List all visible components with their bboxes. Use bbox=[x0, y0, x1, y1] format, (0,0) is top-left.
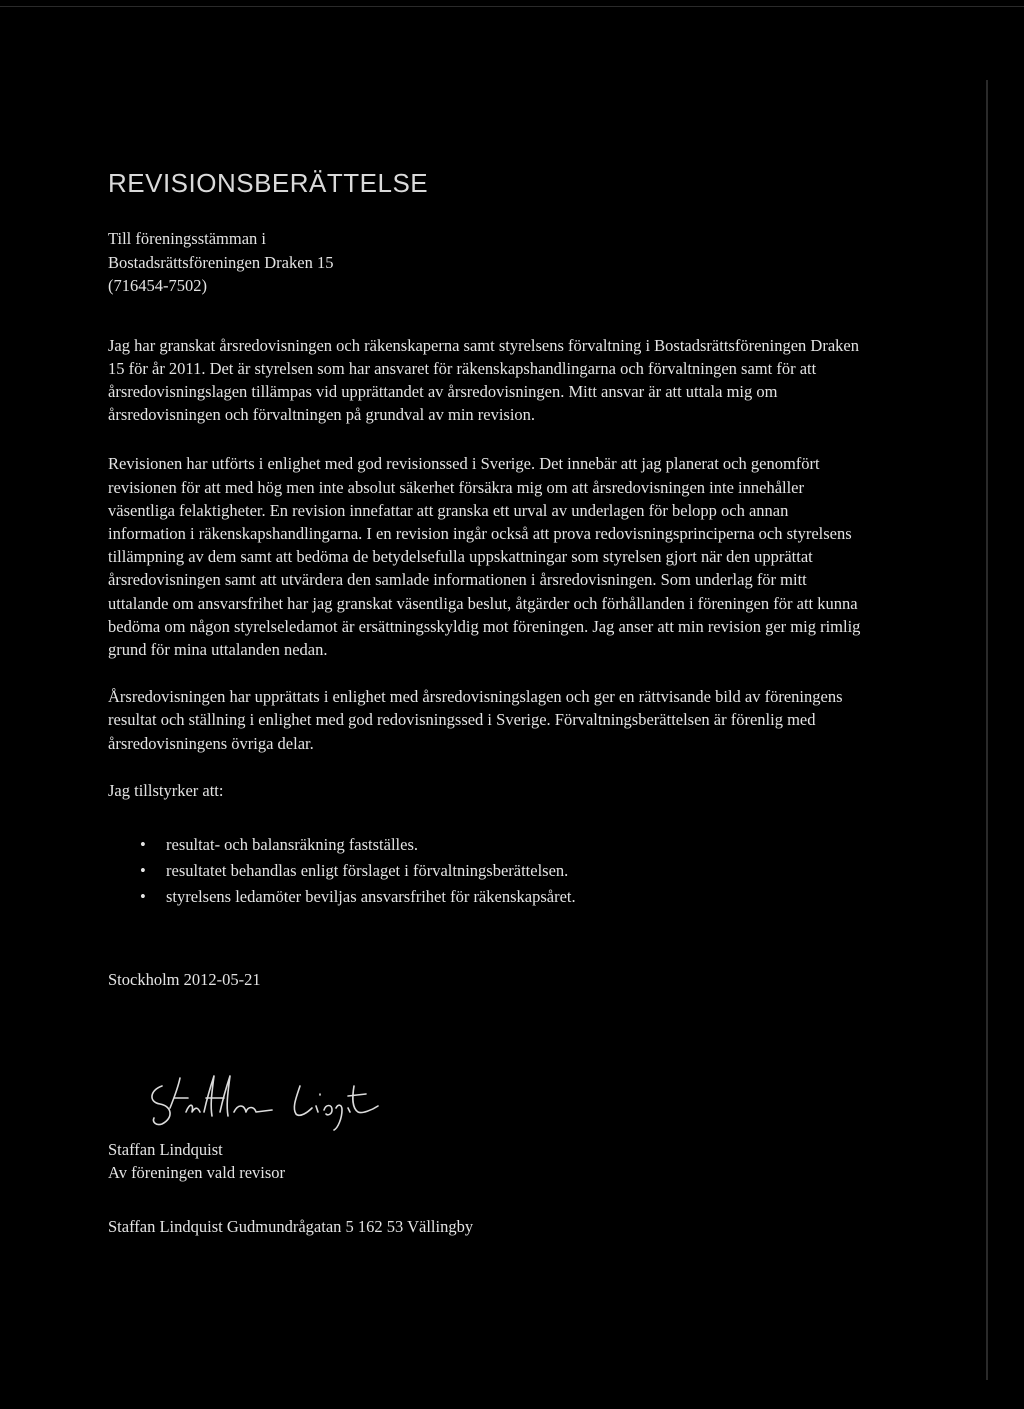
recommendation-list bbox=[108, 832, 868, 910]
addressee-block bbox=[108, 227, 868, 298]
signer-name: Staffan Lindquist bbox=[108, 1139, 223, 1159]
letter-body bbox=[108, 168, 868, 1237]
recommend-intro: Jag tillstyrker att: bbox=[108, 780, 224, 800]
paragraph-scope: Jag har granskat årsredovisningen och räkenskaperna samt styrelsens förvaltning i Bostadsrättsföreningen Draken 15 för år 2011. Det är styrelsen som har ansvaret för räkenskapshandlingarna och förvaltningen samt för att årsredovisningslagen tillämpas vid upprättandet av årsredovisningen. Mitt ansvar är att uttala mig om årsredovisningen och förvaltningen på grundval av min revision. bbox=[108, 335, 859, 425]
list-item bbox=[108, 832, 868, 858]
bullet-icon: • bbox=[140, 886, 146, 906]
addressee-line: Till föreningsstämman i bbox=[108, 229, 266, 248]
list-item bbox=[108, 858, 868, 884]
place-date: Stockholm 2012-05-21 bbox=[108, 969, 261, 989]
list-item-text: resultatet behandlas enligt förslaget i förvaltningsberättelsen. bbox=[166, 860, 569, 880]
handwritten-signature bbox=[140, 1068, 380, 1138]
scan-edge-line bbox=[986, 80, 988, 1380]
bullet-icon: • bbox=[140, 860, 146, 880]
list-item bbox=[108, 884, 868, 910]
footer-address: Staffan Lindquist Gudmundrågatan 5 162 53 Vällingby bbox=[108, 1216, 474, 1236]
scan-top-edge bbox=[0, 6, 1024, 7]
signature-area bbox=[108, 1078, 868, 1138]
addressee-line: (716454-7502) bbox=[108, 276, 207, 295]
paragraph-opinion: Årsredovisningen har upprättats i enlighet med årsredovisningslagen och ger en rättvisande bild av föreningens resultat och ställning i enlighet med god redovisningssed i Sverige. Förvaltningsberättelsen är förenlig med årsredovisningens övriga delar. bbox=[108, 687, 843, 753]
paragraph-method: Revisionen har utförts i enlighet med god revisionssed i Sverige. Det innebär att jag planerat och genomfört revisionen för att med hög men inte absolut säkerhet försäkra mig om att årsredovisningen inte innehåller väsentliga felaktigheter. En revision innefattar att granska ett urval av underlagen för belopp och annan information i räkenskapshandlingarna. I en revision ingår också att prova redovisningsprinciperna och styrelsens tillämpning av dem samt att bedöma de betydelsefulla uppskattningar som styrelsen gjort när den upprättat årsredovisningen samt att utvärdera den samlade informationen i årsredovisningen. Som underlag för mitt uttalande om ansvarsfrihet har jag granskat väsentliga beslut, åtgärder och förhållanden i föreningen för att kunna bedöma om någon styrelseledamot är ersättningsskyldig mot föreningen. Jag anser att min revision ger mig rimlig grund för mina uttalanden nedan. bbox=[108, 454, 861, 659]
signer-role: Av föreningen vald revisor bbox=[108, 1163, 286, 1183]
bullet-icon: • bbox=[140, 834, 146, 854]
document-title: REVISIONSBERÄTTELSE bbox=[108, 168, 429, 198]
list-item-text: styrelsens ledamöter beviljas ansvarsfrihet för räkenskapsåret. bbox=[166, 886, 576, 906]
list-item-text: resultat- och balansräkning fastställes. bbox=[166, 834, 419, 854]
addressee-line: Bostadsrättsföreningen Draken 15 bbox=[108, 252, 334, 272]
signer-block bbox=[108, 1138, 868, 1185]
